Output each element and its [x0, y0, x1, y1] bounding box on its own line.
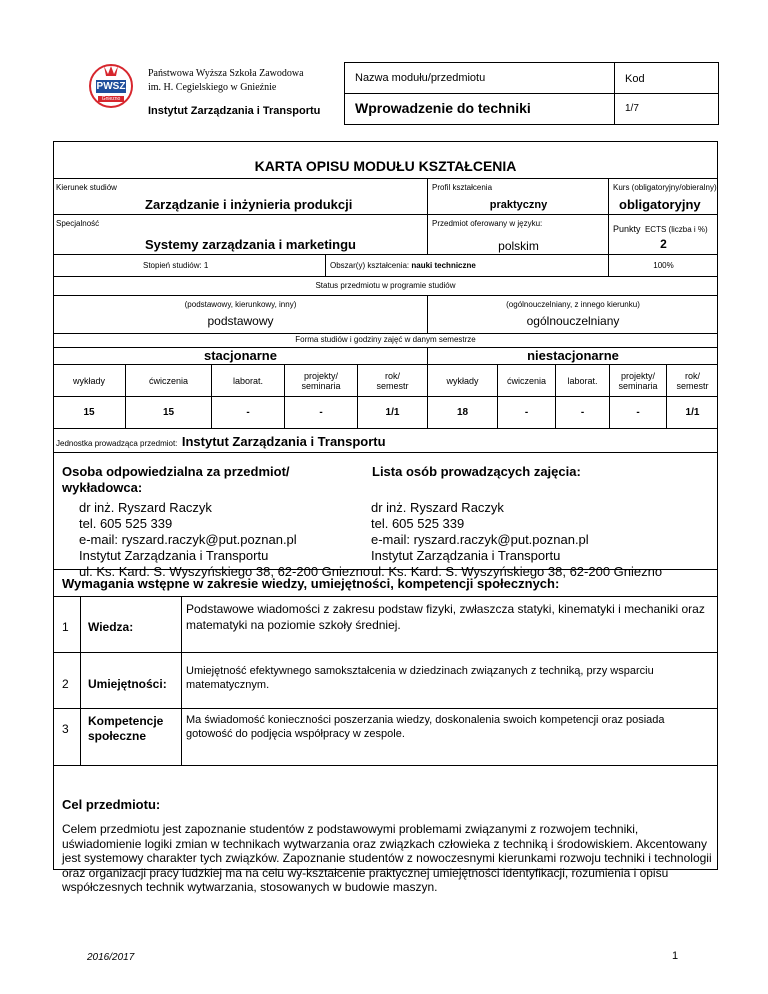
- logo-text: PWSZ: [96, 81, 126, 92]
- hours-header: ćwiczenia: [126, 365, 212, 397]
- degree-label: Stopień studiów: 1: [143, 261, 209, 270]
- module-header-box: [344, 62, 719, 125]
- area-value: nauki techniczne: [411, 261, 476, 270]
- hours-header: rok/ semestr: [667, 365, 718, 397]
- responsible-line: tel. 605 525 339: [79, 516, 173, 531]
- hours-value: 1/1: [358, 397, 428, 429]
- requirement-number: 2: [62, 677, 69, 691]
- requirement-label: Kompetencje społeczne: [88, 714, 164, 743]
- responsible-person: [79, 500, 370, 580]
- lecturer-line: tel. 605 525 339: [371, 516, 465, 531]
- status-right-value: ogólnouczelniany: [526, 314, 620, 328]
- language-value: polskim: [498, 239, 539, 253]
- requirement-text: Ma świadomość konieczności poszerzania wiedzy, doskonalenia swoich kompetencji oraz posiada gotowość do podjęcia współpracy w zespole.: [186, 714, 665, 740]
- hours-value: -: [285, 397, 358, 429]
- field-label: Kierunek studiów: [56, 183, 117, 192]
- hours-value: 15: [53, 397, 126, 429]
- profile-value: praktyczny: [489, 199, 548, 211]
- status-left-value: podstawowy: [207, 314, 274, 328]
- unit-label: Jednostka prowadząca przedmiot:: [56, 439, 178, 448]
- course-label: Kurs (obligatoryjny/obieralny): [613, 183, 717, 192]
- responsible-line: Instytut Zarządzania i Transportu: [79, 548, 269, 563]
- lecturers-title: Lista osób prowadzących zajęcia:: [372, 464, 581, 479]
- course-value: obligatoryjny: [619, 197, 701, 212]
- hours-value: -: [498, 397, 556, 429]
- school-name-line2: im. H. Cegielskiego w Gnieźnie: [148, 82, 277, 93]
- hours-header: projekty/ seminaria: [610, 365, 667, 397]
- school-name-line1: Państwowa Wyższa Szkoła Zawodowa: [148, 68, 304, 79]
- hours-header: laborat.: [212, 365, 285, 397]
- status-title: Status przedmiotu w programie studiów: [315, 281, 456, 290]
- unit-value: Instytut Zarządzania i Transportu: [181, 434, 386, 449]
- hours-header: projekty/ seminaria: [285, 365, 358, 397]
- hours-value: 18: [428, 397, 498, 429]
- requirement-number: 3: [62, 722, 69, 736]
- hours-header: rok/ semestr: [358, 365, 428, 397]
- institute-name: Instytut Zarządzania i Transportu: [148, 105, 321, 117]
- page-number: 1: [672, 950, 679, 962]
- ects-label-a: Punkty: [613, 224, 641, 234]
- goal-title: Cel przedmiotu:: [62, 797, 161, 812]
- hours-value: -: [212, 397, 285, 429]
- responsible-line: ul. Ks. Kard. S. Wyszyńskiego 38, 62-200 Gniezno: [79, 564, 371, 579]
- status-right-label: (ogólnouczelniany, z innego kierunku): [506, 300, 640, 309]
- specialization-label: Specjalność: [56, 219, 100, 228]
- code-value: 1/7: [625, 103, 639, 114]
- specialization-value: Systemy zarządzania i marketingu: [145, 237, 356, 252]
- language-label: Przedmiot oferowany w języku:: [432, 219, 543, 228]
- card-title: KARTA OPISU MODUŁU KSZTAŁCENIA: [254, 158, 517, 174]
- lecturer-line: Instytut Zarządzania i Transportu: [371, 548, 561, 563]
- hours-table: [53, 365, 718, 431]
- responsible-title-1: Osoba odpowiedzialna za przedmiot/: [62, 464, 290, 479]
- footer-year: 2016/2017: [87, 952, 135, 963]
- field-value: Zarządzanie i inżynieria produkcji: [145, 197, 353, 212]
- requirement-label: Umiejętności:: [88, 677, 167, 691]
- nonstationary-title: niestacjonarne: [527, 348, 619, 363]
- requirement-text: Podstawowe wiadomości z zakresu podstaw fizyki, zwłaszcza statyki, kinematyki i mechaniki oraz matematyki na poziomie szkoły średniej.: [186, 602, 705, 632]
- responsible-line: e-mail: ryszard.raczyk@put.poznan.pl: [79, 532, 297, 547]
- forms-title: Forma studiów i godziny zajęć w danym semestrze: [295, 335, 476, 344]
- module-name-label: Nazwa modułu/przedmiotu: [355, 72, 486, 84]
- ects-value: 2: [660, 237, 667, 251]
- area-label: Obszar(y) kształcenia:: [330, 261, 410, 270]
- code-label: Kod: [625, 73, 645, 85]
- school-logo: [86, 60, 136, 110]
- hours-value: 1/1: [667, 397, 718, 429]
- hours-header: wykłady: [53, 365, 126, 397]
- status-left-label: (podstawowy, kierunkowy, inny): [184, 300, 297, 309]
- ects-label-b: ECTS (liczba i %): [644, 225, 708, 234]
- lecturer-line: dr inż. Ryszard Raczyk: [371, 500, 504, 515]
- requirement-text: Umiejętność efektywnego samokształcenia w dziedzinach związanych z techniką, przy wsparciu matematycznym.: [186, 665, 654, 691]
- hours-value: -: [556, 397, 610, 429]
- requirement-label: Wiedza:: [88, 620, 134, 634]
- hours-value: -: [610, 397, 667, 429]
- lecturer-person: [371, 500, 662, 580]
- logo-subtext: Gniezno: [101, 96, 121, 102]
- module-name: Wprowadzenie do techniki: [355, 100, 531, 116]
- hours-header: laborat.: [556, 365, 610, 397]
- hours-header: ćwiczenia: [498, 365, 556, 397]
- responsible-title-2: wykładowca:: [62, 480, 143, 495]
- hours-value: 15: [126, 397, 212, 429]
- requirement-number: 1: [62, 620, 69, 634]
- lecturer-line: ul. Ks. Kard. S. Wyszyńskiego 38, 62-200 Gniezno: [371, 564, 663, 579]
- lecturer-line: e-mail: ryszard.raczyk@put.poznan.pl: [371, 532, 589, 547]
- hours-header: wykłady: [428, 365, 498, 397]
- percent-value: 100%: [653, 261, 674, 270]
- profile-label: Profil kształcenia: [432, 183, 493, 192]
- goal-text: Celem przedmiotu jest zapoznanie studentów z podstawowymi problemami związanymi z rozwojem techniki, uświadomienie logiki zmian w technikach wytwarzania oraz związkach człowieka z techniką i środowiskiem. Akcentowany jest systemowy charakter tych związków. Zapoznanie studentów z nowoczesnymi kierunkami rozwoju techniki i technologii oraz organizacji pracy ludzkiej ma na celu wy-kształcenie praktycznej umiejętności identyfikacji, rozumienia i opisu współczesnych technik wytwarzania, stosowanych w budowie maszyn.: [62, 822, 712, 894]
- responsible-line: dr inż. Ryszard Raczyk: [79, 500, 212, 515]
- stationary-title: stacjonarne: [204, 348, 277, 363]
- requirements-title: Wymagania wstępne w zakresie wiedzy, umiejętności, kompetencji społecznych:: [62, 576, 560, 591]
